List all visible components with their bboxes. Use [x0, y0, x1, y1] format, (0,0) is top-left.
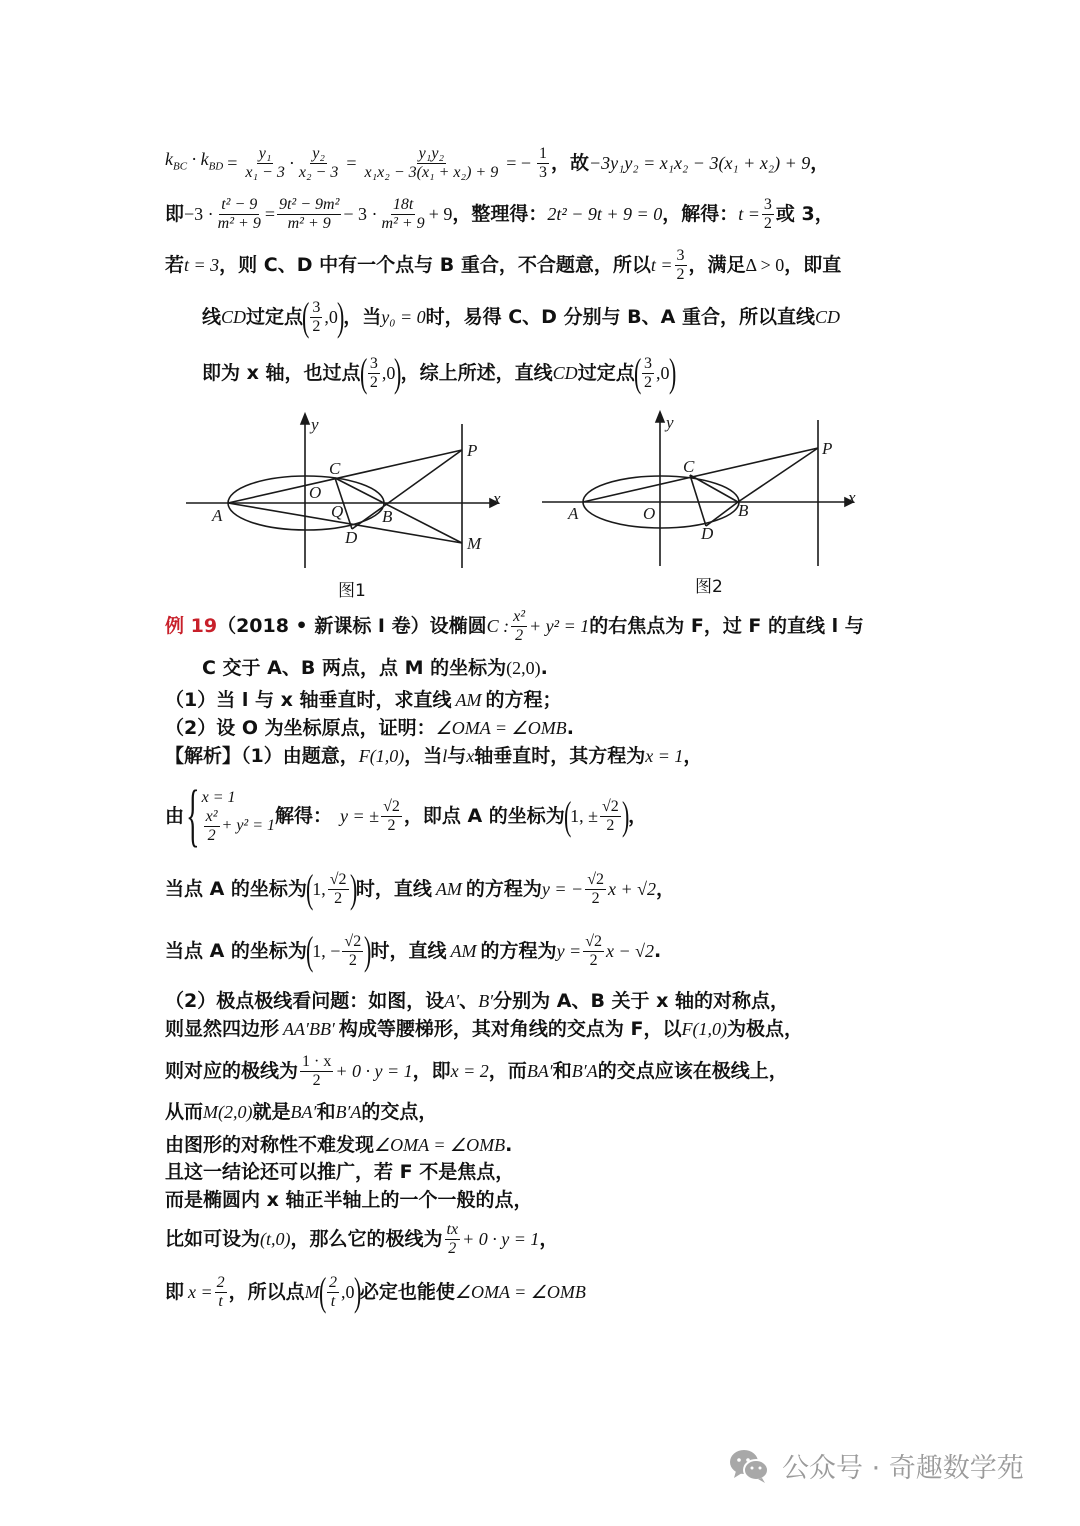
fraction: $\frac{3}{2}$ — [676, 246, 685, 283]
text: ，当 — [404, 745, 443, 767]
fraction: $\frac{18t}{\text{m² + 9}}$ — [381, 195, 425, 232]
text: ，解得： — [662, 203, 739, 225]
text: 即为 x 轴，也过点 — [202, 362, 361, 384]
svg-text:B: B — [738, 501, 749, 520]
text: 和 — [316, 1101, 336, 1123]
fraction: $\frac{\text{9t² − 9m²}}{\text{m² + 9}}$ — [278, 195, 340, 232]
question-2 — [165, 714, 574, 742]
text: 、 — [459, 990, 479, 1012]
text: . — [654, 940, 662, 962]
text: . — [505, 1134, 513, 1156]
text: 和 — [552, 1060, 572, 1082]
text: 或 3， — [775, 203, 834, 225]
left-paren: ( — [305, 928, 314, 973]
text: 则显然四边形 — [165, 1018, 280, 1040]
math: ,0 — [656, 363, 670, 383]
math: B′A — [335, 1102, 362, 1122]
text: （2）极点极线看问题：如图，设 — [165, 990, 445, 1012]
solution-heading: 【解析】（1）由题意， — [165, 745, 359, 767]
text: 必定也能使 — [359, 1281, 455, 1303]
question-1 — [165, 686, 561, 714]
math: CD — [221, 307, 247, 327]
text: . — [540, 657, 548, 679]
math-dot: · — [288, 153, 295, 173]
svg-text:D: D — [701, 524, 714, 543]
example-label: 例 19 — [165, 615, 218, 637]
example-heading — [165, 604, 864, 648]
figure-2-caption: 图2 — [695, 577, 723, 597]
right-paren: ) — [621, 793, 630, 838]
text: ，整理得： — [452, 203, 548, 225]
text: ， — [656, 878, 676, 900]
solution-line-3 — [165, 862, 675, 916]
solution-line-4 — [165, 924, 661, 978]
svg-text:B: B — [382, 507, 393, 526]
text: 由图形的对称性不难发现 — [165, 1134, 375, 1156]
math: x = 2 — [450, 1061, 489, 1081]
right-paren: ) — [349, 866, 357, 911]
text: . — [566, 717, 574, 739]
text: ，即直 — [784, 254, 842, 276]
text: 若 — [165, 254, 185, 276]
left-brace: { — [186, 777, 200, 854]
math: −3 · — [184, 204, 214, 224]
math: AM — [455, 690, 482, 710]
math: ∠OMA = ∠OMB — [435, 718, 567, 738]
math: + 0 · y = 1 — [335, 1061, 413, 1081]
math: 1, ± — [570, 806, 598, 826]
fraction: $\frac{√2}{2}$ — [344, 932, 362, 969]
math: BA′ — [526, 1061, 553, 1081]
left-paren: ( — [318, 1269, 327, 1314]
math: t = — [738, 204, 760, 224]
svg-text:Q: Q — [331, 502, 344, 521]
math: ,0 — [381, 363, 396, 383]
text: 解得： — [275, 805, 333, 827]
text: 时，易得 C、D 分别与 B、A 重合，所以直线 — [425, 306, 815, 328]
system-eq-2: $\frac{\text{x²}}{2}$ + y² = 1 — [205, 807, 276, 844]
figure-1-ellipse-diagram — [0, 0, 1080, 600]
text: 轴垂直时，其方程为 — [474, 745, 646, 767]
math: t = 3 — [184, 255, 220, 275]
wechat-watermark — [728, 1446, 1024, 1485]
left-paren: ( — [633, 350, 642, 395]
fraction: $\frac{\text{y₁y₂}}{\text{x₁x₂ − 3(x₁ + x₂) + 9}}$ — [364, 144, 499, 181]
text: 的方程为 — [480, 940, 557, 962]
fraction: $\frac{1}{3}$ — [539, 144, 547, 181]
text: 当点 A 的坐标为 — [165, 878, 307, 900]
text: 构成等腰梯形，其对角线的交点为 F，以 — [338, 1018, 682, 1040]
fraction: $\frac{3}{2}$ — [369, 354, 378, 391]
right-paren: ) — [394, 350, 402, 395]
fraction: $\frac{2}{t}$ — [329, 1273, 337, 1310]
text: ，综上所述，直线 — [400, 362, 553, 384]
fraction: $\frac{tx}{2}$ — [446, 1220, 459, 1257]
text: 的右焦点为 F，过 F 的直线 l 与 — [589, 615, 864, 637]
math: ∠OMA = ∠OMB — [374, 1135, 506, 1155]
wechat-icon — [728, 1448, 770, 1484]
text: 线 — [202, 306, 222, 328]
system-eq-1: x = 1 — [201, 788, 236, 806]
fraction: $\frac{\text{t² − 9}}{\text{m² + 9}}$ — [217, 195, 261, 232]
math: y = ± — [340, 806, 380, 826]
left-paren: ( — [305, 866, 314, 911]
svg-text:x: x — [493, 489, 501, 508]
svg-text:D: D — [345, 528, 358, 547]
svg-text:O: O — [643, 504, 656, 523]
math: x = — [188, 1282, 213, 1302]
math: x = 1 — [645, 746, 684, 766]
math: x − √2 — [605, 941, 654, 961]
text: ，即 — [412, 1060, 451, 1082]
fraction: $\frac{√2}{2}$ — [329, 870, 347, 907]
math: x — [466, 746, 475, 766]
math: ,0 — [341, 1282, 355, 1302]
math: 1, — [312, 879, 326, 899]
math-lhs: $k_{BC} \cdot k_{BD}$ — [165, 149, 224, 173]
solution-line-7 — [165, 1048, 788, 1094]
svg-text:A: A — [568, 504, 579, 523]
math: B′ — [478, 991, 494, 1011]
math: y = − — [541, 879, 584, 899]
math: M(2,0) — [203, 1102, 253, 1122]
text: （1）当 l 与 x 轴垂直时，求直线 — [165, 689, 452, 711]
svg-text:x: x — [848, 488, 856, 507]
solution-line-8 — [165, 1098, 437, 1126]
math: M — [304, 1282, 320, 1302]
text: 与 — [447, 745, 467, 767]
math-eq: = — [227, 153, 238, 173]
solution-line-11 — [165, 1186, 533, 1214]
math-eq: = − — [506, 153, 531, 173]
svg-text:C: C — [329, 459, 341, 478]
math: Δ > 0 — [745, 255, 785, 275]
text: 比如可设为 — [165, 1228, 261, 1250]
text: ， — [628, 805, 648, 827]
fraction: $\frac{√2}{2}$ — [587, 870, 604, 907]
solution-line-2 — [165, 776, 647, 856]
text: ， — [810, 152, 830, 174]
svg-text:O: O — [309, 483, 322, 502]
text: 过定点 — [577, 362, 635, 384]
text: ，则 C、D 中有一个点与 B 重合，不合题意，所以 — [219, 254, 651, 276]
text: 由 — [165, 805, 185, 827]
right-paren: ) — [353, 1269, 361, 1314]
example-line-2 — [202, 654, 548, 682]
math: y₀ = 0 — [381, 307, 426, 327]
fraction: $\frac{\text{x²}}{2}$ — [513, 607, 526, 644]
solution-line-13 — [165, 1266, 586, 1318]
right-paren: ) — [336, 294, 345, 339]
svg-text:y: y — [311, 415, 319, 434]
svg-text:A: A — [212, 506, 223, 525]
left-paren: ( — [563, 793, 572, 838]
math: A′ — [444, 991, 460, 1011]
svg-text:y: y — [666, 413, 674, 432]
text: ，故 — [551, 152, 590, 174]
math: CD — [552, 363, 578, 383]
text: 的交点应该在极线上， — [597, 1060, 788, 1082]
math-expression: 2t² − 9t + 9 = 0 — [547, 204, 663, 224]
text: 的方程； — [485, 689, 562, 711]
watermark-text: 公众号 · 奇趣数学苑 — [782, 1453, 1024, 1484]
math-eq: = — [264, 204, 275, 224]
text: 且这一结论还可以推广，若 F 不是焦点， — [165, 1161, 515, 1183]
text: ，即点 A 的坐标为 — [403, 805, 565, 827]
math: ∠OMA = ∠OMB — [454, 1282, 586, 1302]
math: + 0 · y = 1 — [462, 1229, 540, 1249]
left-paren: ( — [359, 350, 367, 395]
left-paren: ( — [302, 294, 310, 339]
text: ， — [683, 745, 703, 767]
math: x + √2 — [607, 879, 656, 899]
math: CD — [815, 307, 841, 327]
solution-line-9 — [165, 1131, 512, 1159]
text: （2）设 O 为坐标原点，证明： — [165, 717, 436, 739]
solution-line-5 — [165, 987, 789, 1015]
text: 即 — [165, 1281, 185, 1303]
example-source: （2018 • 新课标 Ⅰ 卷）设椭圆 — [217, 615, 487, 637]
svg-text:P: P — [822, 439, 833, 458]
fraction: $\frac{√2}{2}$ — [585, 932, 602, 969]
math: AM — [450, 941, 477, 961]
right-paren: ) — [668, 350, 676, 395]
right-paren: ) — [364, 928, 372, 973]
math: 1, − — [312, 941, 341, 961]
text: 就是 — [252, 1101, 291, 1123]
text: 的方程为 — [465, 878, 542, 900]
fraction: $\frac{3}{2}$ — [644, 354, 653, 391]
fraction: $\frac{√2}{2}$ — [383, 797, 400, 834]
math: − 3 · — [343, 204, 378, 224]
math: y = — [556, 941, 582, 961]
text: ，当 — [343, 306, 382, 328]
math: + y² = 1 — [529, 616, 590, 636]
math: F(1,0) — [681, 1019, 727, 1039]
text: ，所以点 — [228, 1281, 305, 1303]
fraction: $\frac{2}{t}$ — [216, 1273, 225, 1310]
svg-text:M: M — [467, 534, 482, 553]
svg-text:P: P — [467, 441, 478, 460]
math: BA′ — [290, 1102, 317, 1122]
text: 分别为 A、B 关于 x 轴的对称点， — [493, 990, 790, 1012]
svg-text:C: C — [683, 457, 695, 476]
figure-1-caption: 图1 — [338, 581, 366, 601]
fraction: $\frac{3}{2}$ — [312, 298, 321, 335]
fraction: $\frac{1 \cdot x}{2}$ — [302, 1052, 332, 1089]
math: (2,0) — [506, 658, 541, 678]
math: + 9 — [428, 204, 453, 224]
fraction: $\frac{√2}{2}$ — [602, 797, 619, 834]
text: 的交点， — [361, 1101, 438, 1123]
text: ， — [539, 1228, 559, 1250]
math: C : — [486, 616, 510, 636]
text: 时，直线 — [370, 940, 447, 962]
math: B′A — [571, 1061, 598, 1081]
text: 时，直线 — [355, 878, 432, 900]
text: 从而 — [165, 1101, 204, 1123]
text: 过定点 — [246, 306, 304, 328]
math-eq: = — [346, 153, 357, 173]
equation-system — [184, 777, 276, 854]
text: ，满足 — [688, 254, 746, 276]
text: 即 — [165, 203, 185, 225]
math: l — [442, 746, 448, 766]
solution-line-6 — [165, 1015, 803, 1043]
solution-line-10 — [165, 1158, 514, 1186]
text: ，那么它的极线为 — [290, 1228, 443, 1250]
text: 为极点， — [726, 1018, 803, 1040]
math: (t,0) — [260, 1229, 291, 1249]
fraction: $\frac{3}{2}$ — [763, 195, 772, 232]
text: 而是椭圆内 x 轴正半轴上的一个一般的点， — [165, 1189, 533, 1211]
math: ,0 — [324, 307, 338, 327]
text: C 交于 A、B 两点，点 M 的坐标为 — [202, 657, 507, 679]
solution-line-1 — [165, 742, 702, 770]
math-expression: −3y₁y₂ = x₁x₂ − 3(x₁ + x₂) + 9 — [589, 153, 811, 173]
text: ，而 — [488, 1060, 527, 1082]
text: 则对应的极线为 — [165, 1060, 299, 1082]
math: AA′BB′ — [283, 1019, 335, 1039]
fraction: $\frac{\text{y₂}}{\text{x₂ − 3}}$ — [298, 144, 339, 181]
solution-line-12 — [165, 1218, 558, 1260]
text: 当点 A 的坐标为 — [165, 940, 307, 962]
fraction: $\frac{\text{y₁}}{\text{x₁ − 3}}$ — [245, 144, 285, 181]
math: AM — [435, 879, 462, 899]
math: F(1,0) — [358, 746, 405, 766]
math: t = — [650, 255, 673, 275]
